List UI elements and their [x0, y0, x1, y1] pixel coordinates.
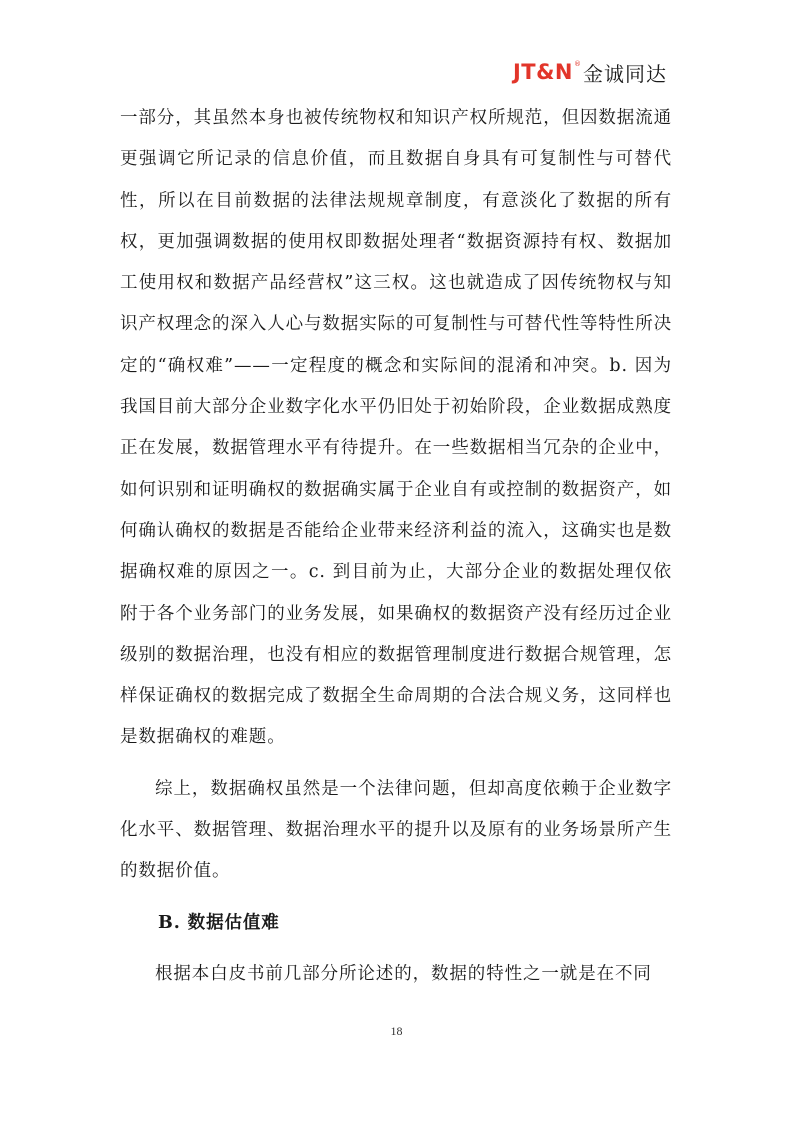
paragraph-summary: 综上，数据确权虽然是一个法律问题，但却高度依赖于企业数字化水平、数据管理、数据治理水平的提升以及原有的业务场景所产生的数据价值。 — [120, 778, 672, 882]
paragraph-gap — [120, 759, 672, 769]
registered-mark: ® — [574, 60, 581, 68]
section-heading: B. 数据估值难 — [158, 912, 280, 933]
paragraph-valuation: 根据本白皮书前几部分所论述的，数据的特性之一就是在不同 — [155, 963, 652, 984]
document-body — [120, 98, 672, 995]
logo-latin-text: JT&N — [512, 60, 573, 84]
paragraph-continued: 一部分，其虽然本身也被传统物权和知识产权所规范，但因数据流通更强调它所记录的信息价值，而且数据自身具有可复制性与可替代性，所以在目前数据的法律法规规章制度，有意淡化了数据的所有权，更加强调数据的使用权即数据处理者“数据资源持有权、数据加工使用权和数据产品经营权”这三权。这也就造成了因传统物权与知识产权理念的深入人心与数据实际的可复制性与可替代性等特性所决定的“确权难”——一定程度的概念和实际间的混淆和冲突。b. 因为我国目前大部分企业数字化水平仍旧处于初始阶段，企业数据成熟度正在发展，数据管理水平有待提升。在一些数据相当冗杂的企业中，如何识别和证明确权的数据确实属于企业自有或控制的数据资产，如何确认确权的数据是否能给企业带来经济利益的流入，这确实也是数据确权难的原因之一。c. 到目前为止，大部分企业的数据处理仅依附于各个业务部门的业务发展，如果确权的数据资产没有经历过企业级别的数据治理，也没有相应的数据管理制度进行数据合规管理，怎样保证确权的数据完成了数据全生命周期的合法合规义务，这同样也是数据确权的难题。 — [120, 108, 672, 748]
header-logo — [513, 58, 667, 86]
page-number: 18 — [390, 1024, 403, 1038]
paragraph-gap — [120, 944, 672, 954]
paragraph-gap — [120, 893, 672, 903]
logo-chinese-text: 金诚同达 — [583, 61, 667, 86]
